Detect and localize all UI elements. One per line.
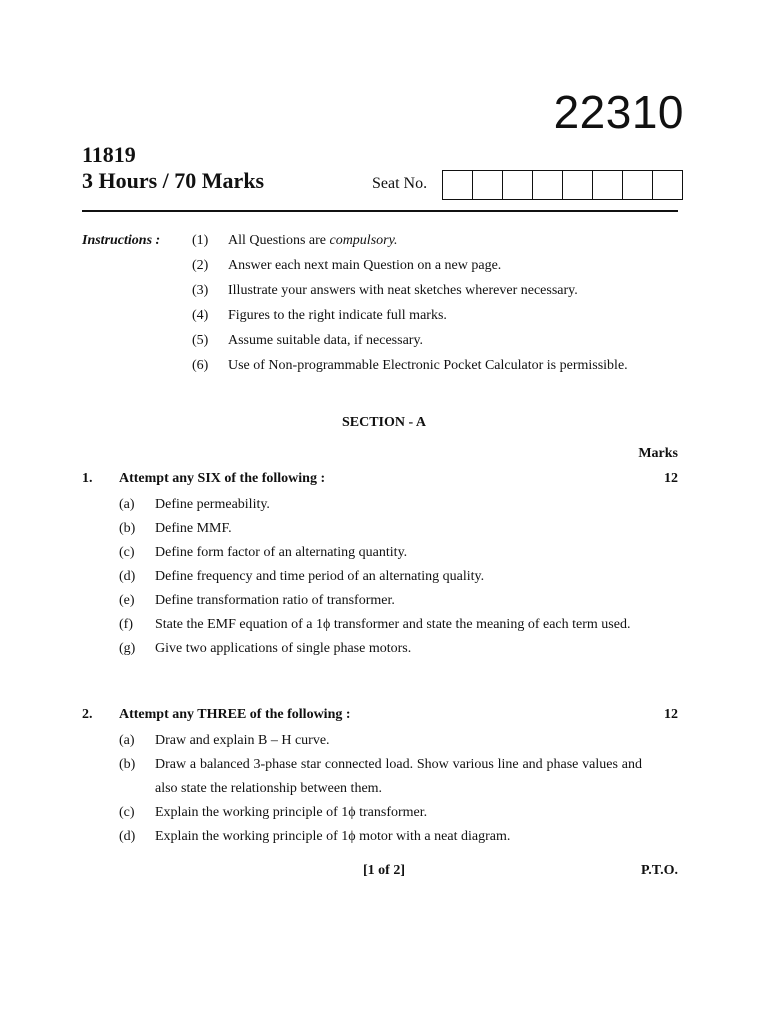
question-title: Attempt any THREE of the following : (119, 707, 351, 722)
seat-number-boxes[interactable] (442, 170, 683, 200)
seat-number-box[interactable] (503, 171, 533, 199)
sub-question (82, 801, 678, 825)
sub-question-text: Define form factor of an alternating quantity. (155, 545, 408, 560)
sub-question-label: (b) (119, 521, 136, 536)
header-divider (82, 210, 678, 212)
instruction-item (192, 307, 692, 332)
instruction-number: (3) (192, 283, 209, 298)
question-number: 1. (82, 471, 93, 486)
sub-question-label: (c) (119, 805, 135, 820)
sub-question-label: (a) (119, 733, 135, 748)
seat-number-box[interactable] (623, 171, 653, 199)
sub-question (82, 589, 678, 613)
instruction-number: (5) (192, 333, 209, 348)
question-header (82, 470, 678, 493)
instruction-text: Figures to the right indicate full marks. (228, 308, 447, 323)
instruction-number: (2) (192, 258, 209, 273)
sub-question-text: Define frequency and time period of an alternating quality. (155, 569, 485, 584)
sub-question-label: (d) (119, 829, 136, 844)
sub-question (82, 541, 678, 565)
instruction-item (192, 357, 692, 382)
sub-question-text: State the EMF equation of a 1ϕ transformer and state the meaning of each term used. (155, 617, 631, 632)
seat-number-box[interactable] (473, 171, 503, 199)
sub-question-text: Define transformation ratio of transformer. (155, 593, 395, 608)
sub-question-text: Define MMF. (155, 521, 232, 536)
sub-question-label: (d) (119, 569, 136, 584)
page-number: [1 of 2] (363, 863, 405, 878)
sub-question-label: (g) (119, 641, 136, 656)
instructions-label: Instructions : (82, 233, 161, 248)
sub-question (82, 637, 678, 661)
instruction-number: (4) (192, 308, 209, 323)
sub-question (82, 565, 678, 589)
instruction-text-plain: All Questions are (228, 233, 330, 248)
sub-question-text: Draw and explain B – H curve. (155, 733, 330, 748)
instruction-number: (6) (192, 358, 209, 373)
sub-question (82, 613, 678, 637)
instruction-item (192, 282, 692, 307)
seat-number-box[interactable] (443, 171, 473, 199)
sub-question-text: Explain the working principle of 1ϕ motor with a neat diagram. (155, 829, 511, 844)
question-marks: 12 (664, 707, 678, 722)
sub-question (82, 729, 678, 753)
question-marks: 12 (664, 471, 678, 486)
subject-code: 22310 (553, 86, 684, 138)
instructions-list (192, 232, 692, 382)
please-turn-over: P.T.O. (641, 863, 678, 878)
instruction-text (228, 232, 398, 257)
question-title: Attempt any SIX of the following : (119, 471, 326, 486)
sub-question-label: (b) (119, 757, 136, 772)
sub-question-label: (a) (119, 497, 135, 512)
instruction-text: Use of Non-programmable Electronic Pocket Calculator is permissible. (228, 358, 628, 373)
instruction-item (192, 257, 692, 282)
question-2 (82, 706, 678, 849)
seat-number-box[interactable] (533, 171, 563, 199)
question-header (82, 706, 678, 729)
sub-question (82, 517, 678, 541)
seat-number-box[interactable] (563, 171, 593, 199)
seat-number-box[interactable] (653, 171, 682, 199)
instruction-number: (1) (192, 233, 209, 248)
sub-question-label: (c) (119, 545, 135, 560)
sub-question-label: (f) (119, 617, 133, 632)
instruction-text: Assume suitable data, if necessary. (228, 333, 424, 348)
sub-question-text: Draw a balanced 3-phase star connected load. Show various line and phase values and also state the relationship between them. (155, 757, 642, 796)
instruction-text: Illustrate your answers with neat sketches wherever necessary. (228, 283, 578, 298)
sub-question (82, 825, 678, 849)
seat-number-box[interactable] (593, 171, 623, 199)
sub-question-label: (e) (119, 593, 135, 608)
sub-question (82, 753, 678, 801)
instruction-item (192, 332, 692, 357)
question-1 (82, 470, 678, 661)
sub-question-text: Give two applications of single phase motors. (155, 641, 412, 656)
instruction-text-emphasis: compulsory. (329, 233, 398, 248)
section-title: SECTION - A (341, 415, 427, 430)
marks-column-heading: Marks (638, 446, 678, 461)
instruction-text: Answer each next main Question on a new page. (228, 258, 502, 273)
question-number: 2. (82, 707, 93, 722)
seat-number-label: Seat No. (372, 175, 428, 192)
sub-question-text: Define permeability. (155, 497, 270, 512)
paper-code: 11819 (82, 142, 136, 167)
duration-marks: 3 Hours / 70 Marks (82, 168, 265, 193)
sub-question-text: Explain the working principle of 1ϕ transformer. (155, 805, 428, 820)
instruction-item (192, 232, 692, 257)
sub-question (82, 493, 678, 517)
